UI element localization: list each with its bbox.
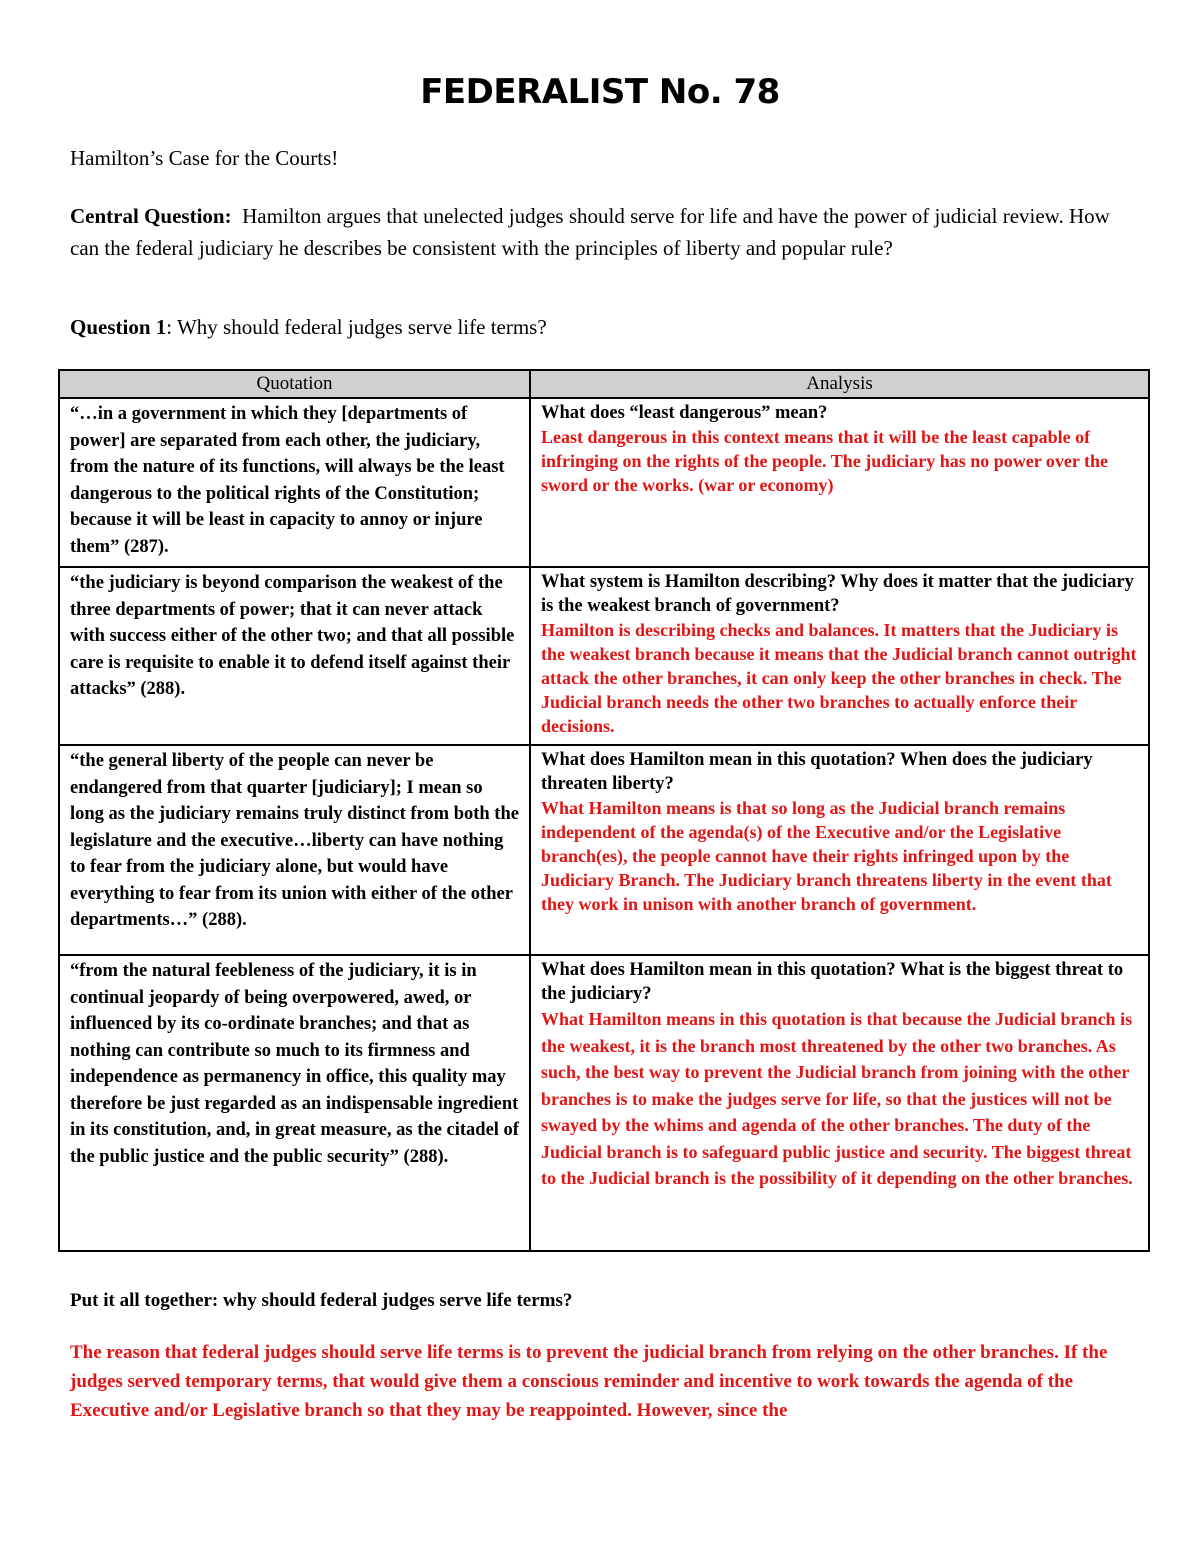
analysis-cell [530,745,1149,955]
quotation-text: “from the natural feebleness of the judiciary, it is in continual jeopardy of being overpowered, awed, or influenced by its co-ordinate branches; and that as nothing can contribute so much to its firmness and independence as permanency in office, this quality may therefore be just regarded as an indispensable ingredient in its constitution, and, in great measure, as the citadel of the public justice and the public security” (288). [70,961,519,1167]
summary-answer: The reason that federal judges should serve life terms is to prevent the judicial branch from relying on the other branches. If the judges served temporary terms, that would give them a conscious reminder and incentive to work towards the agenda of the Executive and/or Legislative branch so that they may be reappointed. However, since the [70,1342,1108,1421]
quotation-cell [59,745,530,955]
question-1 [70,315,547,340]
table-row [59,567,1149,745]
central-question [70,200,1135,264]
analysis-answer: What Hamilton means in this quotation is that because the Judicial branch is the weakest, it is the branch most threatened by the other two branches. As such, the best way to prevent the Judicial branch from joining with the other branches is to make the judges serve for life, so that the justices will not be swayed by the whims and agenda of the other branches. The duty of the Judicial branch is to safeguard public justice and security. The biggest threat to the Judicial branch is the possibility of it depending on the other branches. [541,1009,1133,1188]
quotation-analysis-table [58,369,1150,1252]
quotation-cell [59,567,530,745]
question-1-label: Question 1 [70,315,167,339]
quotation-cell [59,398,530,567]
question-1-text: : Why should federal judges serve life terms? [166,315,547,339]
quotation-cell [59,955,530,1251]
quotation-text: “the judiciary is beyond comparison the weakest of the three departments of power; that it can never attack with success either of the other two; and that all possible care is requisite to enable it to defend itself against their attacks” (288). [70,573,515,699]
analysis-cell [530,955,1149,1251]
summary-question: Put it all together: why should federal judges serve life terms? [70,1290,573,1311]
analysis-cell [530,567,1149,745]
central-question-text: Hamilton argues that unelected judges should serve for life and have the power of judicial review. How can the federal judiciary he describes be consistent with the principles of liberty and popular rule? [70,204,1110,260]
quotation-text: “the general liberty of the people can never be endangered from that quarter [judiciary]; I mean so long as the judiciary remains truly distinct from both the legislature and the executive…liberty can have nothing to fear from the judiciary alone, but would have everything to fear from its union with either of the other departments…” (288). [70,751,519,930]
analysis-answer: What Hamilton means is that so long as the Judicial branch remains independent of the agenda(s) of the Executive and/or the Legislative branch(es), the people cannot have their rights infringed upon by the Judiciary Branch. The Judiciary branch threatens liberty in the event that they work in unison with another branch of government. [541,798,1112,914]
analysis-question: What does “least dangerous” mean? [541,403,828,423]
table-row [59,745,1149,955]
table-header-row [59,370,1149,398]
subtitle: Hamilton’s Case for the Courts! [70,146,339,170]
quotation-text: “…in a government in which they [departments of power] are separated from each other, the judiciary, from the nature of its functions, will always be the least dangerous to the political rights of the Constitution; because it will be least in capacity to annoy or injure them” (287). [70,404,505,557]
analysis-question: What does Hamilton mean in this quotation? When does the judiciary threaten liberty? [541,750,1093,794]
analysis-answer: Hamilton is describing checks and balances. It matters that the Judiciary is the weakest branch because it means that the Judicial branch cannot outright attack the other branches, it can only keep the other branches in check. The Judicial branch needs the other two branches to actually enforce their decisions. [541,620,1137,736]
page-title: FEDERALIST No. 78 [420,72,780,112]
header-analysis: Analysis [530,370,1149,398]
central-question-label: Central Question: [70,204,232,228]
header-quotation: Quotation [59,370,530,398]
table-row [59,398,1149,567]
table-row [59,955,1149,1251]
analysis-cell [530,398,1149,567]
analysis-question: What does Hamilton mean in this quotation? What is the biggest threat to the judiciary? [541,960,1124,1004]
analysis-question: What system is Hamilton describing? Why does it matter that the judiciary is the weakest branch of government? [541,572,1134,616]
analysis-answer: Least dangerous in this context means that it will be the least capable of infringing on the rights of the people. The judiciary has no power over the sword or the works. (war or economy) [541,427,1109,495]
